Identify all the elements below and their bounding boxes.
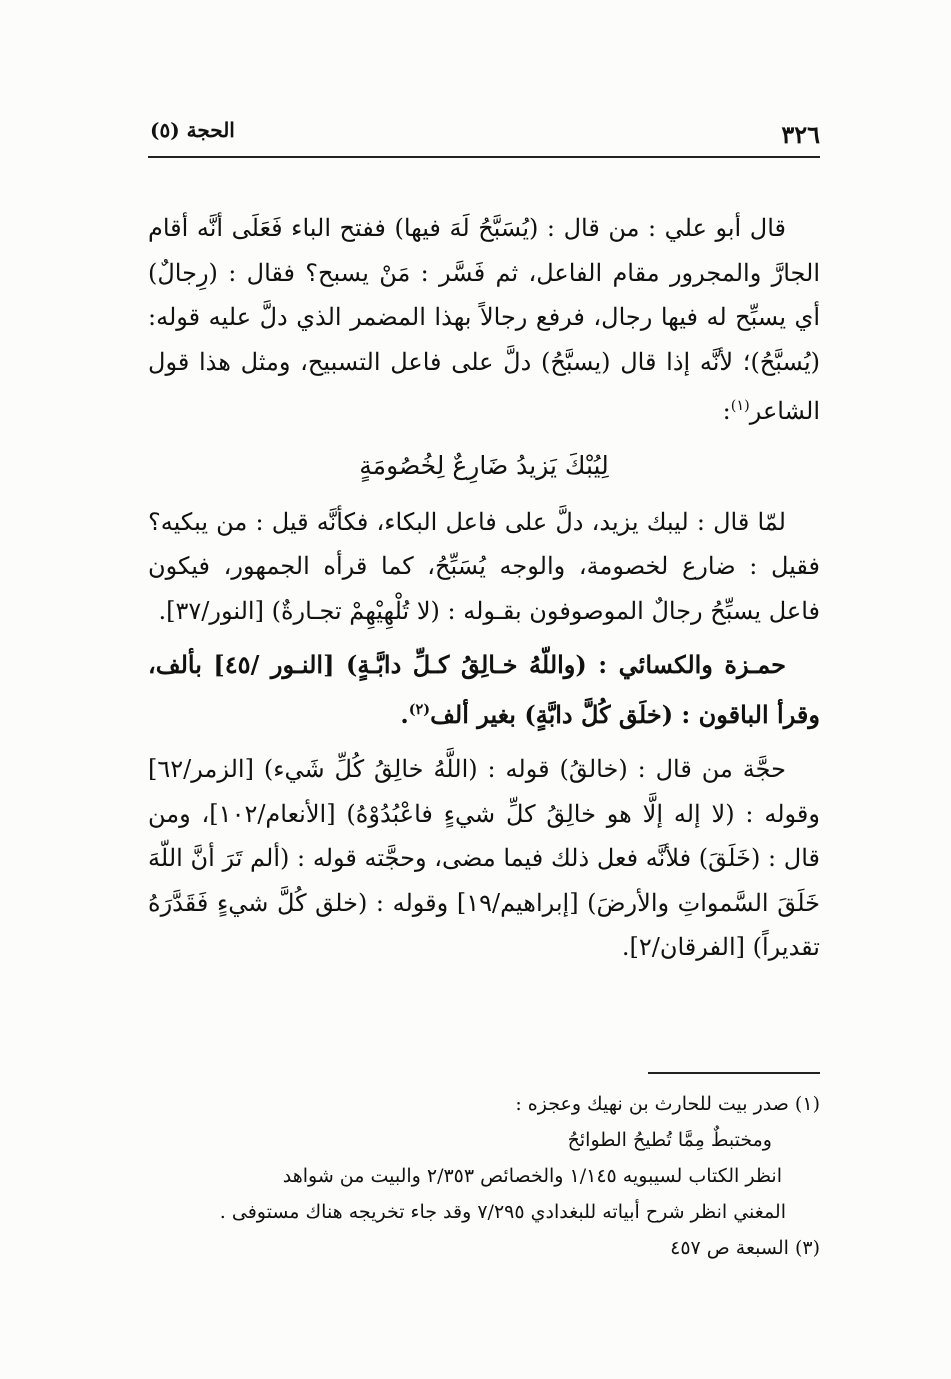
paragraph-text: حجَّة من قال : (خالقُ) قوله : (اللَّهُ خالِقُ كُلِّ شَيء) [الزمر/٦٢] وقوله : (لا إله إلَّا هو خالِقُ كلِّ شيءٍ فاعْبُدُوْهُ) [الأنعام/١٠٢]، ومن قال : (خَلَقَ) فلأنَّه فعل ذلك فيما مضى، وحجَّته قوله : (ألم تَرَ أنَّ اللّهَ خَلَقَ السَّمواتِ والأرضَ) [إبراهيم/١٩] وقوله : (خلق كُلَّ شيءٍ فَقَدَّرَهُ تقديراً) [الفرقان/٢]. — [148, 755, 820, 961]
paragraph-tail: : — [722, 397, 731, 425]
footnote-ref-1: (١) — [730, 398, 750, 414]
running-title: الحجة (٥) — [150, 118, 235, 142]
footnote-1-verse: ومختبطٌ مِمَّا تُطيحُ الطوائحُ — [567, 1129, 772, 1151]
footnote-2: (٣) السبعة ص ٤٥٧ — [670, 1237, 820, 1259]
footnote-ref-2: (٢) — [408, 700, 431, 718]
paragraph-explanation — [148, 500, 820, 634]
paragraph-abu-ali — [148, 206, 820, 434]
footnote-rule — [648, 1072, 820, 1074]
paragraph-text: قال أبو علي : من قال : (يُسَبَّحُ لَهَ فيها) ففتح الباء فَعَلَى أنَّه أقام الجارَّ والمجرور مقام الفاعل، ثم فَسَّر : مَنْ يسبح؟ فقال : (رِجالٌ) أي يسبِّح له فيها رجال، فرفع رجالاً بهذا المضمر الذي دلَّ عليه قوله: (يُسبَّحُ)؛ لأنَّه إذا قال (يسبَّحُ) دلَّ على فاعل التسبيح، ومثل هذا قول الشاعر — [148, 214, 820, 425]
paragraph-tail: . — [400, 699, 409, 729]
paragraph-readings — [148, 643, 820, 737]
paragraph-text: لمّا قال : ليبك يزيد، دلَّ على فاعل البكاء، فكأنَّه قيل : من يبكيه؟ فقيل : ضارع لخصومة، والوجه يُسَبِّحُ، كما قرأه الجمهور، فيكون فاعل يسبِّحُ رجالٌ الموصوفون بقـوله : (لا تُلْهِيْهِمْ تجـارةٌ) [النور/٣٧]. — [148, 507, 820, 625]
page-header — [148, 112, 820, 156]
footnotes — [148, 1086, 820, 1266]
footnote-1-source: انظر الكتاب لسيبويه ١/١٤٥ والخصائص ٢/٣٥٣ والبيت من شواهد — [282, 1165, 782, 1187]
paragraph-argument — [148, 747, 820, 970]
main-text — [148, 206, 820, 980]
header-rule — [148, 156, 820, 158]
poetry-verse: لِيُبْكَ يَزيدُ ضَارِعٌ لِخُصُومَةٍ — [359, 450, 609, 480]
footnote-1-source-continued: المغني انظر شرح أبياته للبغدادي ٧/٢٩٥ وقد جاء تخريجه هناك مستوفى . — [219, 1201, 786, 1223]
footnote-1-intro: (١) صدر بيت للحارث بن نهيك وعجزه : — [515, 1093, 820, 1115]
page-number: ٣٢٦ — [781, 120, 820, 149]
paragraph-text: حمـزة والكسائي : (واللّهُ خـالِقُ كـلِّ دابَّـةٍ) [النـور /٤٥] بألف، وقرأ الباقون : (خلَق كُلَّ دابَّةٍ) بغير ألف — [148, 650, 820, 729]
